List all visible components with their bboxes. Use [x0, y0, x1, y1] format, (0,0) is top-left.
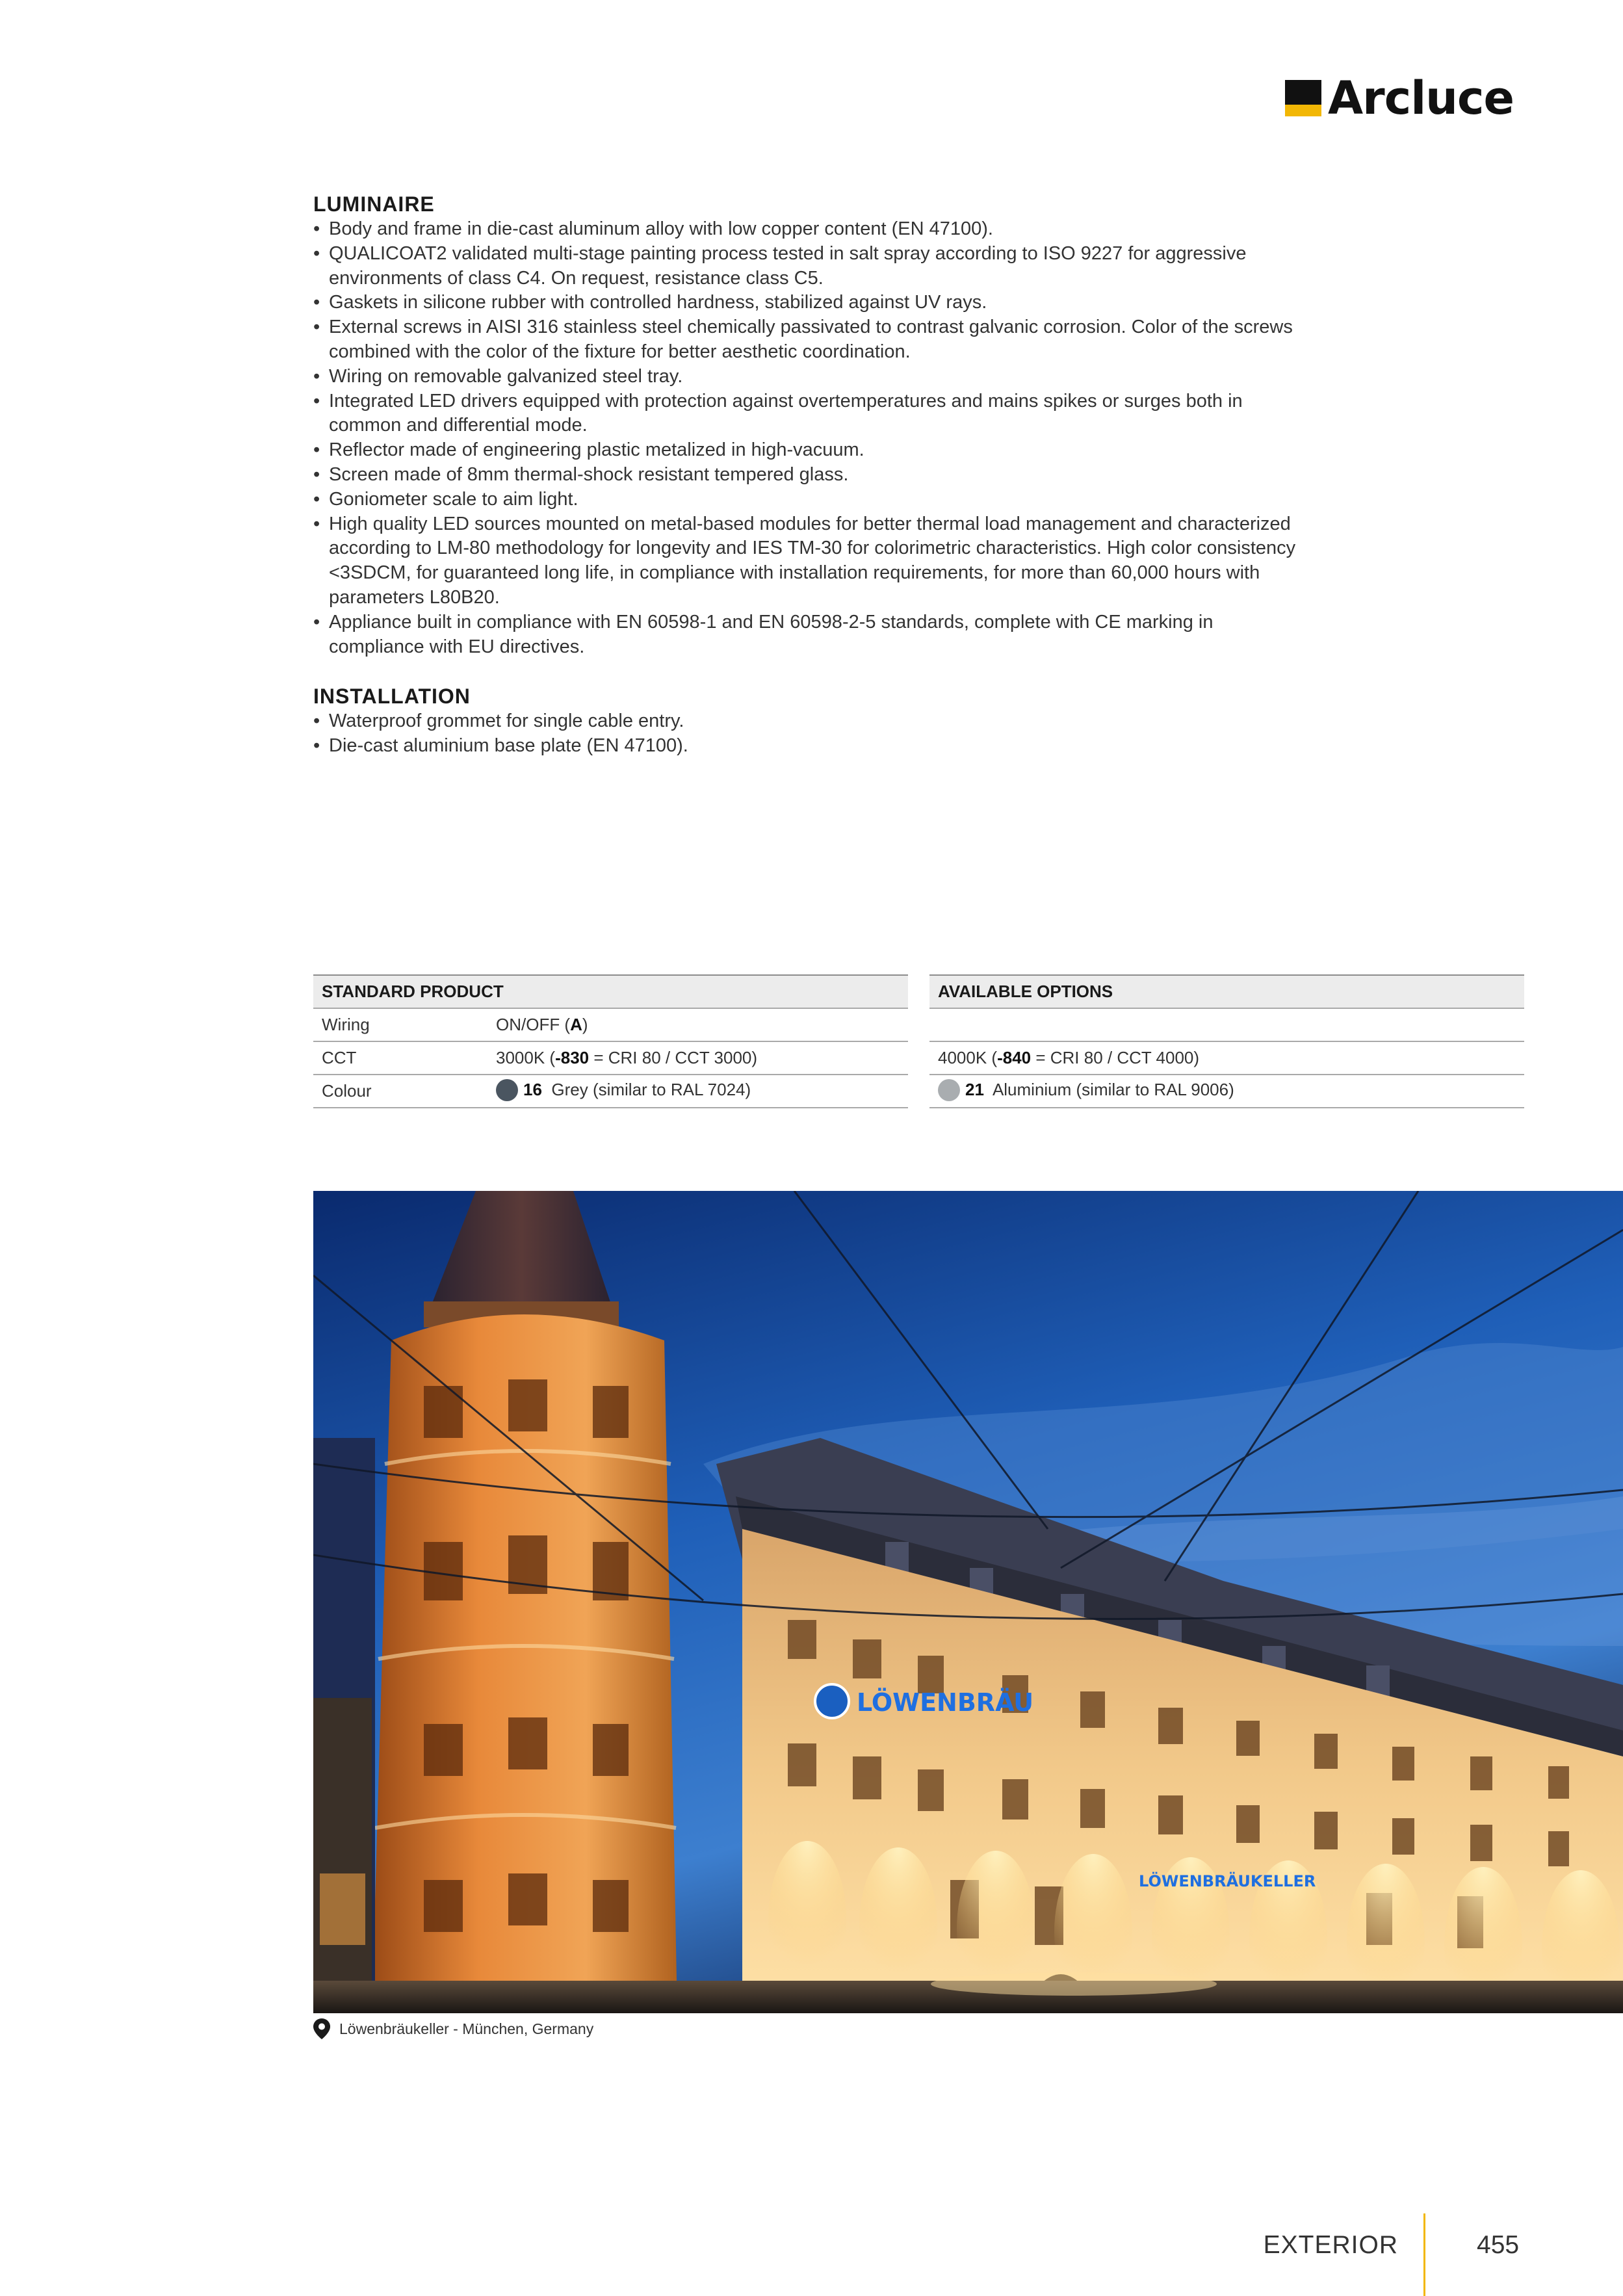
wiring-value: ON/OFF (A): [487, 1008, 908, 1041]
option-cct-value: 4000K (-840 = CRI 80 / CCT 4000): [929, 1041, 1524, 1075]
option-colour-code: 21: [965, 1080, 984, 1100]
installation-section: [313, 683, 1301, 759]
list-item: • Screen made of 8mm thermal-shock resistant tempered glass.: [313, 463, 1301, 488]
standard-product-header: STANDARD PRODUCT: [313, 975, 908, 1008]
list-item: • Integrated LED drivers equipped with protection against overtemperatures and mains spikes or surges both in common and differential mode.: [313, 389, 1301, 439]
list-item: • Appliance built in compliance with EN 60598-1 and EN 60598-2-5 standards, complete with CE marking in compliance with EU directives.: [313, 610, 1301, 660]
colour-code: 16: [523, 1080, 542, 1100]
table-row: [929, 1008, 1524, 1041]
sign-main: LÖWENBRÄU: [857, 1688, 1034, 1717]
colour-label: Colour: [313, 1075, 487, 1108]
table-row: [929, 1075, 1524, 1108]
list-item: • Waterproof grommet for single cable entry.: [313, 709, 1301, 734]
footer-section-label: EXTERIOR: [1263, 2231, 1398, 2259]
list-item: • Reflector made of engineering plastic metalized in high-vacuum.: [313, 438, 1301, 463]
page-number: 455: [1477, 2231, 1520, 2259]
cct-label: CCT: [313, 1041, 487, 1075]
option-colour-value: 21 Aluminium (similar to RAL 9006): [929, 1075, 1524, 1108]
grey-swatch-icon: [496, 1079, 518, 1101]
standard-product-table: [313, 974, 908, 1108]
photo-caption: [313, 2018, 593, 2039]
brand-name: Arcluce: [1328, 72, 1514, 125]
table-header-row: [929, 975, 1524, 1008]
luminaire-section: [313, 191, 1301, 659]
available-options-table: [929, 974, 1524, 1108]
wiring-label: Wiring: [313, 1008, 487, 1041]
list-item: • Gaskets in silicone rubber with controlled hardness, stabilized against UV rays.: [313, 291, 1301, 315]
project-photo: [313, 1191, 1623, 2013]
list-item: • QUALICOAT2 validated multi-stage painting process tested in salt spray according to ISO 9227 for aggressive environments of class C4. On request, resistance class C5.: [313, 242, 1301, 291]
lion-emblem-icon: [815, 1684, 849, 1718]
cct-code: -830: [555, 1048, 590, 1067]
table-row: [313, 1041, 908, 1075]
list-item: • High quality LED sources mounted on metal-based modules for better thermal load management and characterized according to LM-80 methodology for longevity and IES TM-30 for colorimetric characteristics. High color consistency <3SDCM, for guaranteed long life, in compliance with installation requirements, for more than 60,000 hours with parameters L80B20.: [313, 512, 1301, 610]
location-pin-icon: [313, 2018, 330, 2039]
list-item: • External screws in AISI 316 stainless steel chemically passivated to contrast galvanic corrosion. Color of the screws combined with the color of the fixture for better aesthetic coordination.: [313, 315, 1301, 365]
logo-mark-icon: [1285, 80, 1321, 116]
list-item: • Goniometer scale to aim light.: [313, 488, 1301, 512]
available-options-header: AVAILABLE OPTIONS: [929, 975, 1524, 1008]
option-cct-code: -840: [997, 1048, 1032, 1067]
list-item: • Die-cast aluminium base plate (EN 47100).: [313, 734, 1301, 759]
cct-value: 3000K (-830 = CRI 80 / CCT 3000): [487, 1041, 908, 1075]
sign-lower: LÖWENBRÄUKELLER: [1139, 1872, 1316, 1890]
empty-cell: [929, 1008, 1524, 1041]
table-row: [313, 1075, 908, 1108]
installation-list: [313, 709, 1301, 759]
list-item: • Body and frame in die-cast aluminum alloy with low copper content (EN 47100).: [313, 217, 1301, 242]
list-item: • Wiring on removable galvanized steel tray.: [313, 365, 1301, 389]
table-row: [929, 1041, 1524, 1075]
brand-logo: [1285, 72, 1514, 125]
caption-text: Löwenbräukeller - München, Germany: [339, 2020, 594, 2037]
luminaire-list: [313, 217, 1301, 659]
footer-divider: [1423, 2213, 1425, 2296]
colour-value: 16 Grey (similar to RAL 7024): [487, 1075, 908, 1108]
wiring-code: A: [570, 1015, 582, 1034]
aluminium-swatch-icon: [938, 1079, 960, 1101]
table-header-row: [313, 975, 908, 1008]
installation-title: INSTALLATION: [313, 685, 471, 708]
table-row: [313, 1008, 908, 1041]
luminaire-title: LUMINAIRE: [313, 192, 435, 216]
